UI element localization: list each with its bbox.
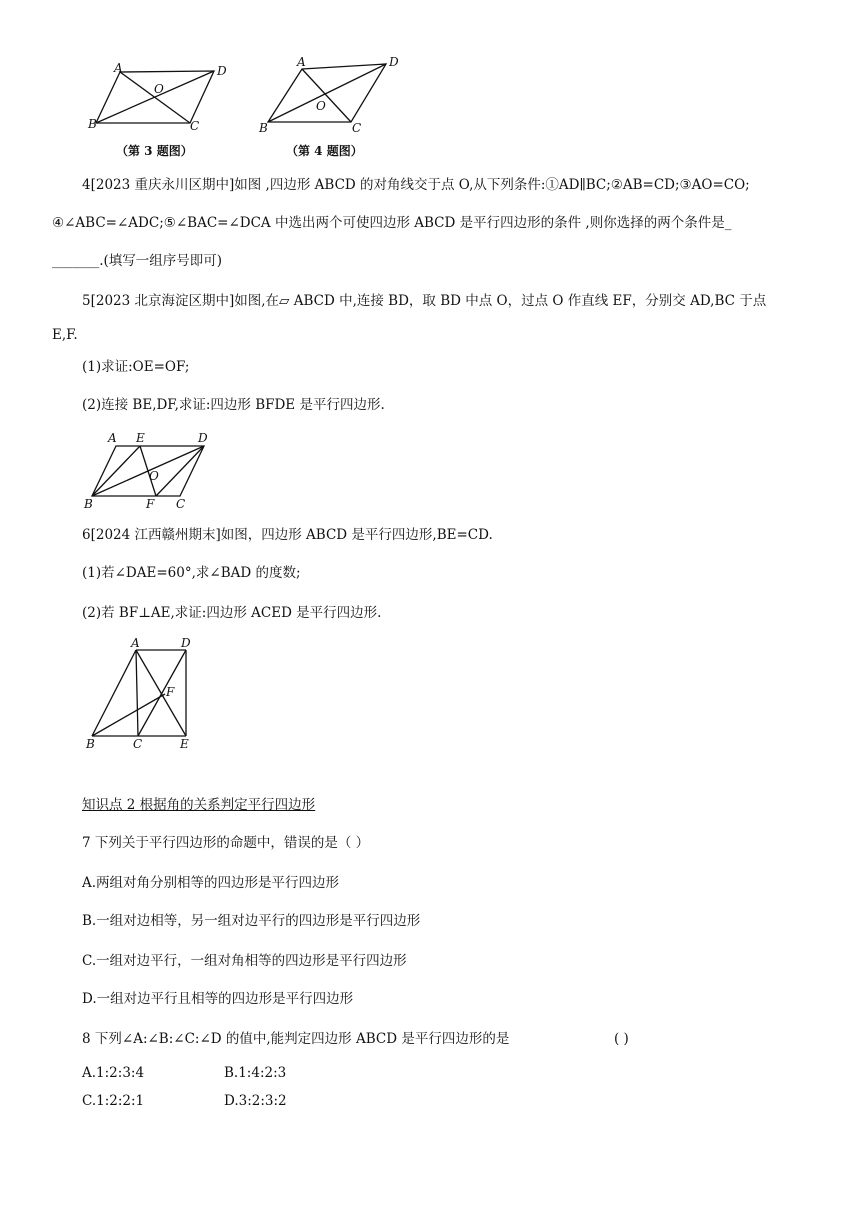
q8-option-c: C.1:2:2:1 bbox=[82, 1093, 145, 1109]
label-B: B bbox=[84, 497, 93, 511]
section-heading: 知识点 2 根据角的关系判定平行四边形 bbox=[82, 797, 316, 813]
label-F: F bbox=[166, 685, 175, 699]
q4-line1: 4[2023 重庆永川区期中]如图 ,四边形 ABCD 的对角线交于点 O,从下列条件:①AD∥BC;②AB=CD;③AO=CO; bbox=[82, 177, 750, 193]
label-O: O bbox=[149, 469, 159, 483]
label-B: B bbox=[86, 737, 95, 751]
q8-option-a: A.1:2:3:4 bbox=[82, 1065, 145, 1081]
label-O: O bbox=[154, 82, 164, 96]
q6-part2: (2)若 BF⊥AE,求证:四边形 ACED 是平行四边形. bbox=[82, 605, 382, 621]
figure-4-caption: （第 4 题图） bbox=[286, 144, 363, 158]
label-C: C bbox=[133, 737, 143, 751]
label-A: A bbox=[108, 431, 117, 445]
label-A: A bbox=[297, 55, 306, 69]
q7-option-a: A.两组对角分别相等的四边形是平行四边形 bbox=[82, 875, 340, 891]
label-F: F bbox=[146, 497, 155, 511]
label-D: D bbox=[389, 55, 399, 69]
label-C: C bbox=[176, 497, 186, 511]
figure-4-parallelogram bbox=[254, 52, 414, 138]
q8-answer-paren: ( ) bbox=[614, 1031, 629, 1047]
q8-stem: 8 下列∠A:∠B:∠C:∠D 的值中,能判定四边形 ABCD 是平行四边形的是 bbox=[82, 1031, 510, 1047]
q8-option-d: D.3:2:3:2 bbox=[224, 1093, 287, 1109]
label-E: E bbox=[180, 737, 189, 751]
q5-part1: (1)求证:OE=OF; bbox=[82, 359, 190, 375]
figure-3-parallelogram bbox=[86, 58, 236, 138]
q5-part2: (2)连接 BE,DF,求证:四边形 BFDE 是平行四边形. bbox=[82, 397, 385, 413]
q6-part1: (1)若∠DAE=60°,求∠BAD 的度数; bbox=[82, 565, 301, 581]
q5-line1: 5[2023 北京海淀区期中]如图,在▱ ABCD 中,连接 BD，取 BD 中点 O，过点 O 作直线 EF，分别交 AD,BC 于点 bbox=[82, 293, 767, 309]
q7-option-d: D.一组对边平行且相等的四边形是平行四边形 bbox=[82, 991, 354, 1007]
label-D: D bbox=[181, 636, 191, 650]
label-C: C bbox=[352, 121, 362, 135]
q5-line2: E,F. bbox=[52, 327, 78, 343]
label-C: C bbox=[190, 119, 200, 133]
label-B: B bbox=[259, 121, 268, 135]
label-D: D bbox=[198, 431, 208, 445]
q4-line3: _______.(填写一组序号即可) bbox=[52, 253, 223, 269]
label-E: E bbox=[136, 431, 145, 445]
q7-stem: 7 下列关于平行四边形的命题中，错误的是（ ） bbox=[82, 835, 370, 851]
label-A: A bbox=[131, 636, 140, 650]
figure-q6-parallelogram bbox=[82, 636, 202, 754]
figure-q5-parallelogram bbox=[80, 428, 230, 514]
q7-option-b: B.一组对边相等，另一组对边平行的四边形是平行四边形 bbox=[82, 913, 421, 929]
label-O: O bbox=[316, 99, 326, 113]
label-D: D bbox=[217, 64, 227, 78]
figure-3-caption: （第 3 题图） bbox=[116, 144, 193, 158]
q8-option-b: B.1:4:2:3 bbox=[224, 1065, 287, 1081]
q6-line1: 6[2024 江西赣州期末]如图，四边形 ABCD 是平行四边形,BE=CD. bbox=[82, 527, 493, 543]
q4-line2: ④∠ABC=∠ADC;⑤∠BAC=∠DCA 中选出两个可使四边形 ABCD 是平行四边形的条件 ,则你选择的两个条件是_ bbox=[52, 215, 732, 231]
label-B: B bbox=[88, 117, 97, 131]
q7-option-c: C.一组对边平行，一组对角相等的四边形是平行四边形 bbox=[82, 953, 407, 969]
label-A: A bbox=[114, 61, 123, 75]
